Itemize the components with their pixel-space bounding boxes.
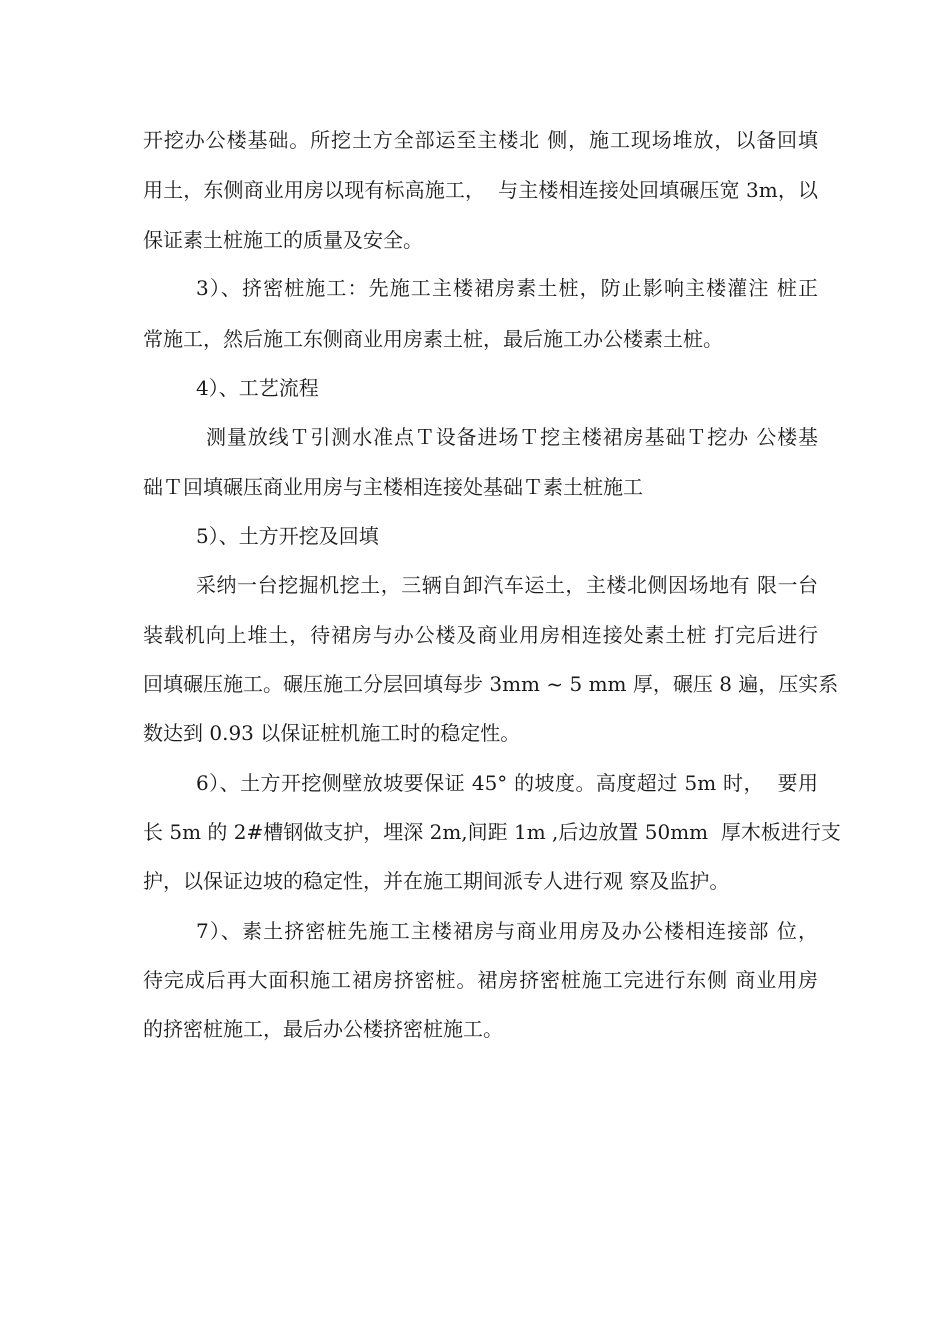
text-line: 护，以保证边坡的稳定性，并在施工期间派专人进行观 察及监护。	[143, 869, 730, 893]
text-line: 开挖办公楼基础。所挖土方全部运至主楼北 侧，施工现场堆放，以备回填	[143, 128, 818, 152]
text-line: 装载机向上堆土，待裙房与办公楼及商业用房相连接处素土桩 打完后进行	[143, 623, 818, 647]
text-line: 数达到 0.93 以保证桩机施工时的稳定性。	[143, 721, 521, 745]
text-line: 础Ｔ回填碾压商业用房与主楼相连接处基础Ｔ素土桩施工	[143, 475, 643, 499]
text-line: 的挤密桩施工，最后办公楼挤密桩施工。	[143, 1017, 503, 1041]
text-line: 3）、挤密桩施工：先施工主楼裙房素土桩，防止影响主楼灌注 桩正	[196, 276, 818, 300]
text-line: 回填碾压施工。碾压施工分层回填每步 3mm ~ 5 mm 厚，碾压 8 遍，压实系	[143, 672, 839, 696]
text-line: 测量放线Ｔ引测水准点Ｔ设备进场Ｔ挖主楼裙房基础Ｔ挖办 公楼基	[206, 425, 818, 449]
text-line: 待完成后再大面积施工裙房挤密桩。裙房挤密桩施工完进行东侧 商业用房	[143, 968, 818, 992]
text-line: 长 5m 的 2#槽钢做支护，埋深 2m,间距 1m ,后边放置 50mm 厚木板进行支	[143, 820, 841, 844]
text-line: 保证素土桩施工的质量及安全。	[143, 228, 423, 252]
text-line: 7）、素土挤密桩先施工主楼裙房与商业用房及办公楼相连接部 位，	[196, 919, 818, 943]
text-line: 5）、土方开挖及回填	[196, 524, 379, 548]
text-line: 6）、土方开挖侧壁放坡要保证 45° 的坡度。高度超过 5m 时， 要用	[196, 771, 818, 795]
text-line: 4）、工艺流程	[196, 376, 319, 400]
text-line: 常施工，然后施工东侧商业用房素土桩，最后施工办公楼素土桩。	[143, 327, 723, 351]
text-line: 采纳一台挖掘机挖土，三辆自卸汽车运土，主楼北侧因场地有 限一台	[196, 573, 818, 597]
text-line: 用土，东侧商业用房以现有标高施工， 与主楼相连接处回填碾压宽 3m，以	[143, 178, 818, 202]
